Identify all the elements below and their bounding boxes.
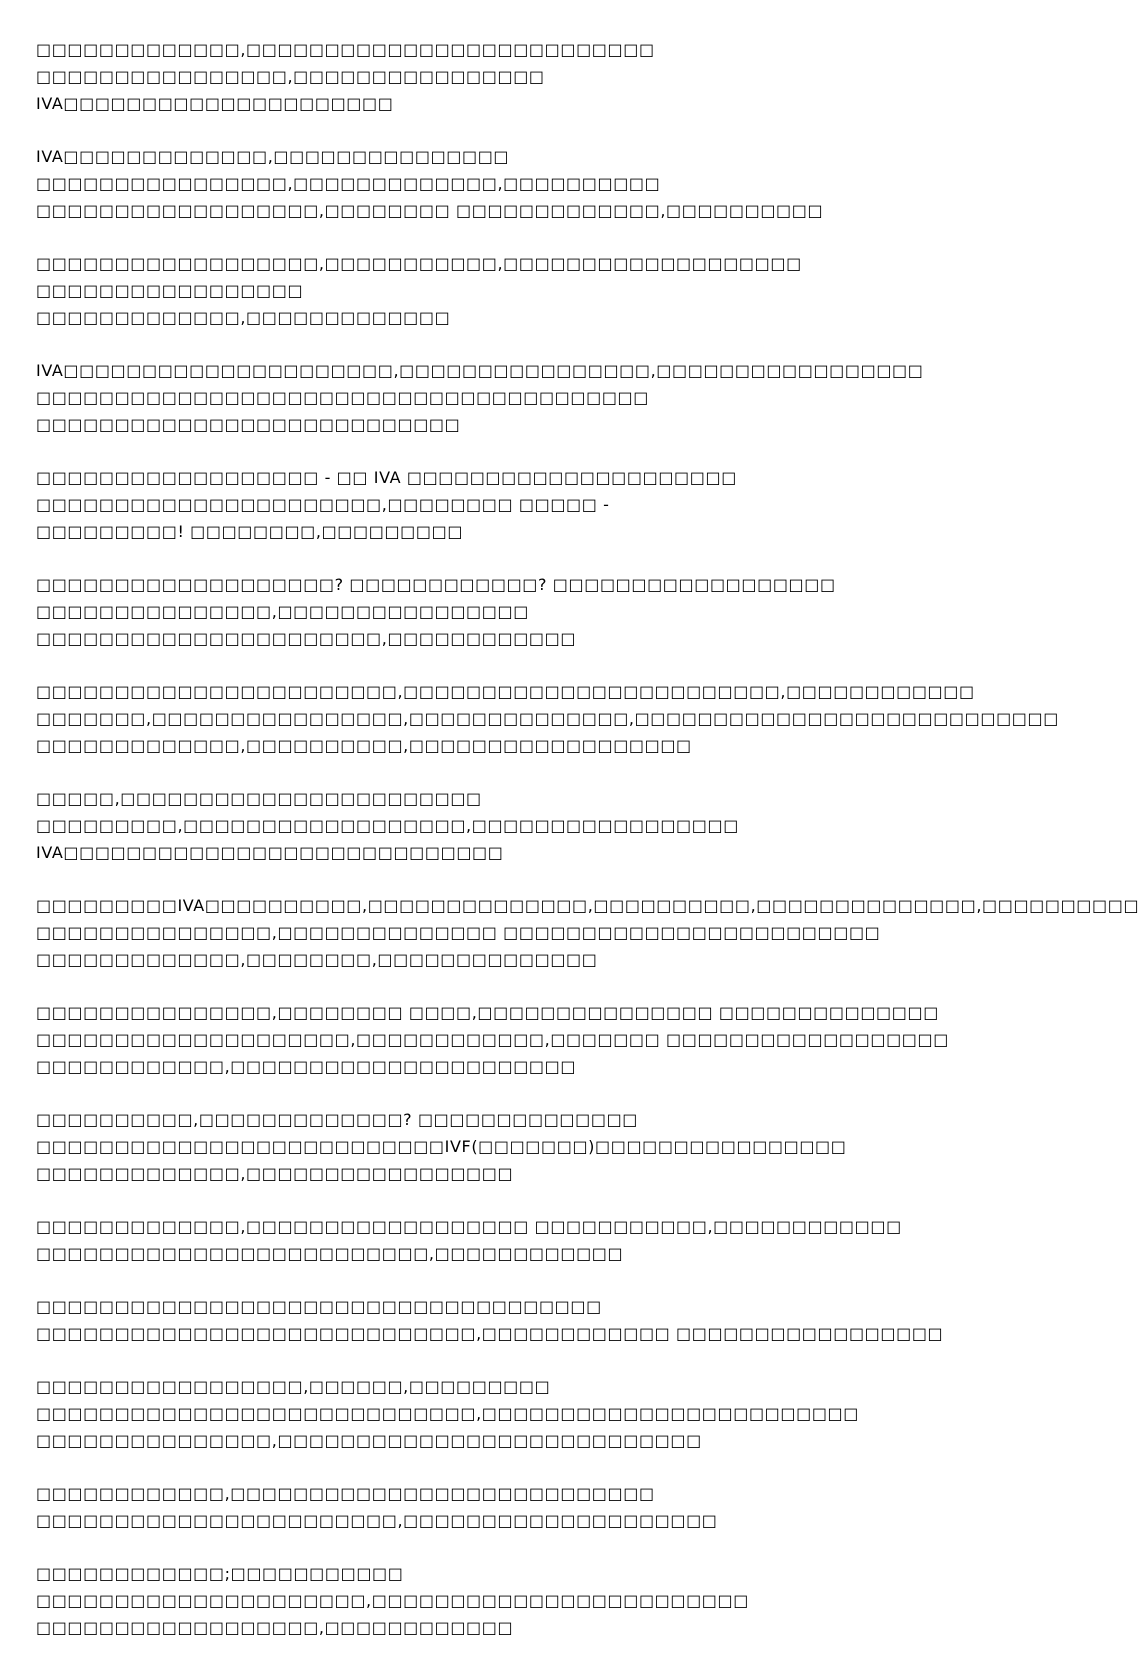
paragraph: □□□□□□□□□□□□□,□□□□□□□□□□□□□□□□□□□□□□□□□□ □□□□□□□□□□□□□□□□,□□□□□□□□□□□□□□□□ IVA□□□□□□□□□□□□□□□□□□□□□: [36, 40, 655, 113]
paragraph: □□□□□□□□□□□□□□□□□□□□□□□,□□□□□□□□□□□□□□□□□□□□□□□□,□□□□□□□□□□□□ □□□□□□□,□□□□□□□□□□□□□□□□,□□□□□□□□□□□□□□,□□□□□□□□□□□□□□□□□□□□□□□□□□□ □□□□□□□□□□□□□,□□□□□□□□□□,□□□□□□□□□□□□□□□□□□: [36, 682, 1059, 755]
paragraph: IVA□□□□□□□□□□□□□,□□□□□□□□□□□□□□□ □□□□□□□□□□□□□□□□,□□□□□□□□□□□□□,□□□□□□□□□□ □□□□□□□□□□□□□□□□□□,□□□□□□□□ □□□□□□□□□□□□□,□□□□□□□□□□: [36, 147, 824, 220]
paragraph: IVA□□□□□□□□□□□□□□□□□□□□□,□□□□□□□□□□□□□□□□,□□□□□□□□□□□□□□□□□ □□□□□□□□□□□□□□□□□□□□□□□□□□□□□□□□□□□□□□□ □□□□□□□□□□□□□□□□□□□□□□□□□□□: [36, 361, 924, 434]
paragraph: □□□□□□□□□□□□□□□□□□□? □□□□□□□□□□□□? □□□□□□□□□□□□□□□□□□ □□□□□□□□□□□□□□□,□□□□□□□□□□□□□□□□ □□□□□□□□□□□□□□□□□□□□□□,□□□□□□□□□□□□: [36, 575, 836, 648]
paragraph: □□□□□□□□□IVA□□□□□□□□□□,□□□□□□□□□□□□□□,□□□□□□□□□□,□□□□□□□□□□□□□□,□□□□□□□□□□ □□□□□□□□□□□□□□□,□□□□□□□□□□□□□□ □□□□□□□□□□□□□□□□□□□□□□□□ □□□□□□□□□□□□□,□□□□□□□□,□□□□□□□□□□□□□□: [36, 896, 1139, 969]
paragraph: □□□□□□□□□□□□,□□□□□□□□□□□□□□□□□□□□□□□□□□□ □□□□□□□□□□□□□□□□□□□□□□□,□□□□□□□□□□□□□□□□□□□□: [36, 1484, 718, 1530]
paragraph: □□□□□□□□□□□□□□□□□,□□□□□□,□□□□□□□□□ □□□□□□□□□□□□□□□□□□□□□□□□□□□□,□□□□□□□□□□□□□□□□□□□□□□□□ □□□□□□□□□□□□□□□,□□□□□□□□□□□□□□□□□□□□□□□□□□□: [36, 1377, 859, 1450]
paragraph: □□□□□□□□□□□□□□□□□□,□□□□□□□□□□□,□□□□□□□□□□□□□□□□□□□ □□□□□□□□□□□□□□□□□ □□□□□□□□□□□□□,□□□□□□□□□□□□□: [36, 254, 802, 327]
paragraph: □□□□□,□□□□□□□□□□□□□□□□□□□□□□□ □□□□□□□□□,□□□□□□□□□□□□□□□□□□,□□□□□□□□□□□□□□□□□ IVA□□□□□□□□□□□□□□□□□□□□□□□□□□□□: [36, 789, 739, 862]
document-page: [36, 36, 1139, 1667]
paragraph: □□□□□□□□□□□□□□□□□□ - □□ IVA □□□□□□□□□□□□□□□□□□□□□ □□□□□□□□□□□□□□□□□□□□□□,□□□□□□□□ □□□□□ - □□□□□□□□□! □□□□□□□□,□□□□□□□□□: [36, 468, 737, 541]
paragraph: □□□□□□□□□□□□□,□□□□□□□□□□□□□□□□□□ □□□□□□□□□□□,□□□□□□□□□□□□ □□□□□□□□□□□□□□□□□□□□□□□□□,□□□□□□□□□□□□: [36, 1217, 902, 1263]
paragraph: □□□□□□□□□□□□□□□,□□□□□□□□ □□□□,□□□□□□□□□□□□□□□ □□□□□□□□□□□□□□ □□□□□□□□□□□□□□□□□□□□,□□□□□□□□□□□□,□□□□□□□ □□□□□□□□□□□□□□□□□□ □□□□□□□□□□□□,□□□□□□□□□□□□□□□□□□□□□□: [36, 1003, 949, 1076]
paragraph: □□□□□□□□□□□□;□□□□□□□□□□□ □□□□□□□□□□□□□□□□□□□□□,□□□□□□□□□□□□□□□□□□□□□□□□ □□□□□□□□□□□□□□□□□□,□□□□□□□□□□□□: [36, 1564, 749, 1637]
paragraph: □□□□□□□□□□□□□□□□□□□□□□□□□□□□□□□□□□□□ □□□□□□□□□□□□□□□□□□□□□□□□□□□□,□□□□□□□□□□□□ □□□□□□□□□□□□□□□□□: [36, 1297, 944, 1343]
paragraph: □□□□□□□□□□,□□□□□□□□□□□□□? □□□□□□□□□□□□□□ □□□□□□□□□□□□□□□□□□□□□□□□□□IVF(□□□□□□□)□□□□□□□□□□□□□□□□ □□□□□□□□□□□□□,□□□□□□□□□□□□□□□□□: [36, 1110, 847, 1183]
